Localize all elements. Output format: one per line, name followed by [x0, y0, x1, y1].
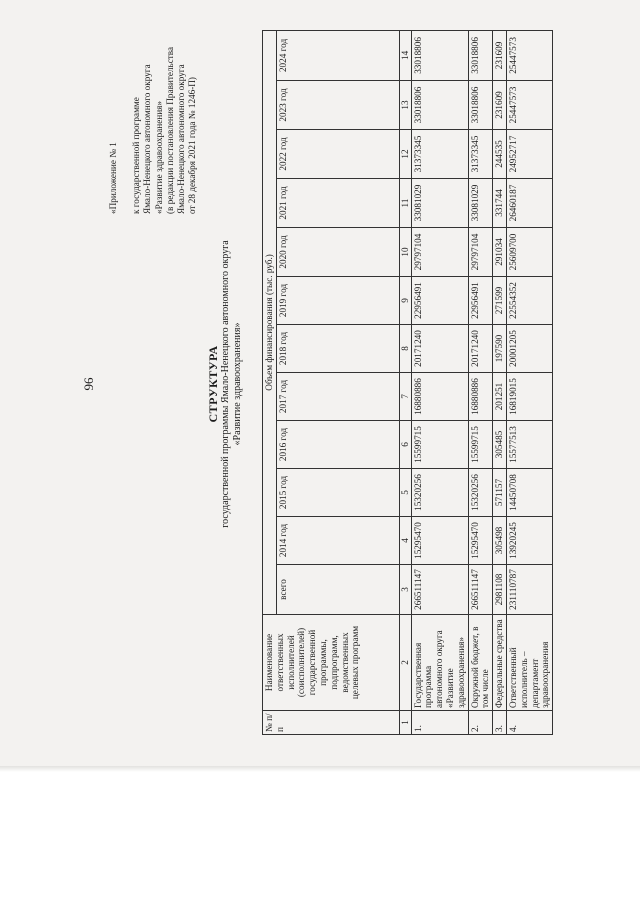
index-cell: 12 — [399, 130, 411, 179]
value-cell: 20171240 — [411, 325, 468, 373]
header-col: 2020 год — [276, 228, 399, 277]
value-cell: 15599715 — [411, 421, 468, 469]
value-cell: 33018806 — [468, 81, 493, 130]
value-cell: 33018806 — [411, 30, 468, 80]
index-cell: 5 — [399, 469, 411, 517]
index-cell: 1 — [399, 711, 411, 735]
value-cell: 271599 — [493, 277, 507, 325]
structure-table — [262, 30, 553, 735]
index-cell: 14 — [399, 30, 411, 80]
value-cell: 266511147 — [468, 565, 493, 615]
header-col: 2014 год — [276, 517, 399, 565]
index-cell: 2 — [399, 615, 411, 711]
value-cell: 231609 — [493, 81, 507, 130]
value-cell: 31373345 — [411, 130, 468, 179]
value-cell: 33018806 — [468, 30, 493, 80]
value-cell: 15295470 — [411, 517, 468, 565]
value-cell: 33081029 — [411, 179, 468, 228]
appendix-line: к государственной программе — [131, 97, 142, 214]
value-cell: 31373345 — [468, 130, 493, 179]
value-cell: 231110787 — [506, 565, 552, 615]
title-line: «Развитие здравоохранения» — [232, 322, 243, 446]
row-name: Окружной бюджет, в том числе — [468, 615, 493, 711]
title-line: государственной программы Ямало-Ненецкого автономного округа — [220, 240, 231, 528]
value-cell: 15295470 — [468, 517, 493, 565]
value-cell: 197590 — [493, 325, 507, 373]
appendix-line: от 28 декабря 2021 года № 1246-П) — [187, 77, 198, 214]
value-cell: 291034 — [493, 228, 507, 277]
header-col: всего — [276, 565, 399, 615]
value-cell: 33081029 — [468, 179, 493, 228]
value-cell: 22956491 — [411, 277, 468, 325]
value-cell: 305498 — [493, 517, 507, 565]
header-name: Наименование ответственных исполнителей (соисполнителей) государственной программы, подпрограмм, ведомственных целевых программ — [263, 615, 400, 711]
value-cell: 20001205 — [506, 325, 552, 373]
value-cell: 15320256 — [468, 469, 493, 517]
appendix-line: Ямало-Ненецкого автономного округа — [176, 64, 187, 214]
value-cell: 22554352 — [506, 277, 552, 325]
index-cell: 8 — [399, 325, 411, 373]
value-cell: 25447573 — [506, 30, 552, 80]
index-cell: 6 — [399, 421, 411, 469]
header-col: 2022 год — [276, 130, 399, 179]
header-col: 2019 год — [276, 277, 399, 325]
value-cell: 571157 — [493, 469, 507, 517]
table-row — [468, 30, 493, 734]
value-cell: 15599715 — [468, 421, 493, 469]
index-cell: 9 — [399, 277, 411, 325]
header-col: 2016 год — [276, 421, 399, 469]
row-number: 3. — [493, 711, 507, 735]
table-row — [493, 30, 507, 734]
page-number: 96 — [81, 377, 96, 391]
row-name: Ответственный исполнитель – департамент здравоохранения — [506, 615, 552, 711]
value-cell: 25609700 — [506, 228, 552, 277]
header-col: 2024 год — [276, 30, 399, 80]
value-cell: 14450708 — [506, 469, 552, 517]
appendix-line: Ямало-Ненецкого автономного округа — [142, 64, 153, 214]
index-cell: 11 — [399, 179, 411, 228]
row-name: Федеральные средства — [493, 615, 507, 711]
index-cell: 13 — [399, 81, 411, 130]
value-cell: 13920245 — [506, 517, 552, 565]
document-title — [206, 0, 244, 768]
value-cell: 231609 — [493, 30, 507, 80]
header-col: 2021 год — [276, 179, 399, 228]
value-cell: 29797104 — [411, 228, 468, 277]
index-cell: 7 — [399, 373, 411, 421]
value-cell: 15577513 — [506, 421, 552, 469]
value-cell: 33018806 — [411, 81, 468, 130]
value-cell: 22956491 — [468, 277, 493, 325]
appendix-line: «Приложение № 1 — [108, 142, 118, 214]
table-row — [411, 30, 468, 734]
value-cell: 15320256 — [411, 469, 468, 517]
value-cell: 305485 — [493, 421, 507, 469]
value-cell: 201251 — [493, 373, 507, 421]
value-cell: 25447573 — [506, 81, 552, 130]
header-number: № п/п — [263, 711, 400, 735]
value-cell: 24952717 — [506, 130, 552, 179]
value-cell: 20171240 — [468, 325, 493, 373]
value-cell: 331744 — [493, 179, 507, 228]
index-row — [399, 30, 411, 734]
value-cell: 16880886 — [411, 373, 468, 421]
value-cell: 266511147 — [411, 565, 468, 615]
row-number: 1. — [411, 711, 468, 735]
header-col: 2017 год — [276, 373, 399, 421]
value-cell: 2981108 — [493, 565, 507, 615]
header-col: 2018 год — [276, 325, 399, 373]
table-row — [506, 30, 552, 734]
index-cell: 10 — [399, 228, 411, 277]
value-cell: 16819015 — [506, 373, 552, 421]
header-col: 2023 год — [276, 81, 399, 130]
appendix-note — [108, 14, 198, 214]
index-cell: 4 — [399, 517, 411, 565]
index-cell: 3 — [399, 565, 411, 615]
header-col: 2015 год — [276, 469, 399, 517]
title-main: СТРУКТУРА — [206, 345, 220, 423]
header-financing: Объем финансирования (тыс. руб.) — [263, 30, 277, 614]
value-cell: 16880886 — [468, 373, 493, 421]
value-cell: 26460187 — [506, 179, 552, 228]
appendix-line: «Развитие здравоохранения» — [153, 101, 164, 214]
row-number: 2. — [468, 711, 493, 735]
value-cell: 29797104 — [468, 228, 493, 277]
row-name: Государственная программа автономного округа «Развитие здравоохранения» — [411, 615, 468, 711]
row-number: 4. — [506, 711, 552, 735]
value-cell: 244535 — [493, 130, 507, 179]
appendix-line: (в редакции постановления Правительства — [164, 46, 175, 214]
